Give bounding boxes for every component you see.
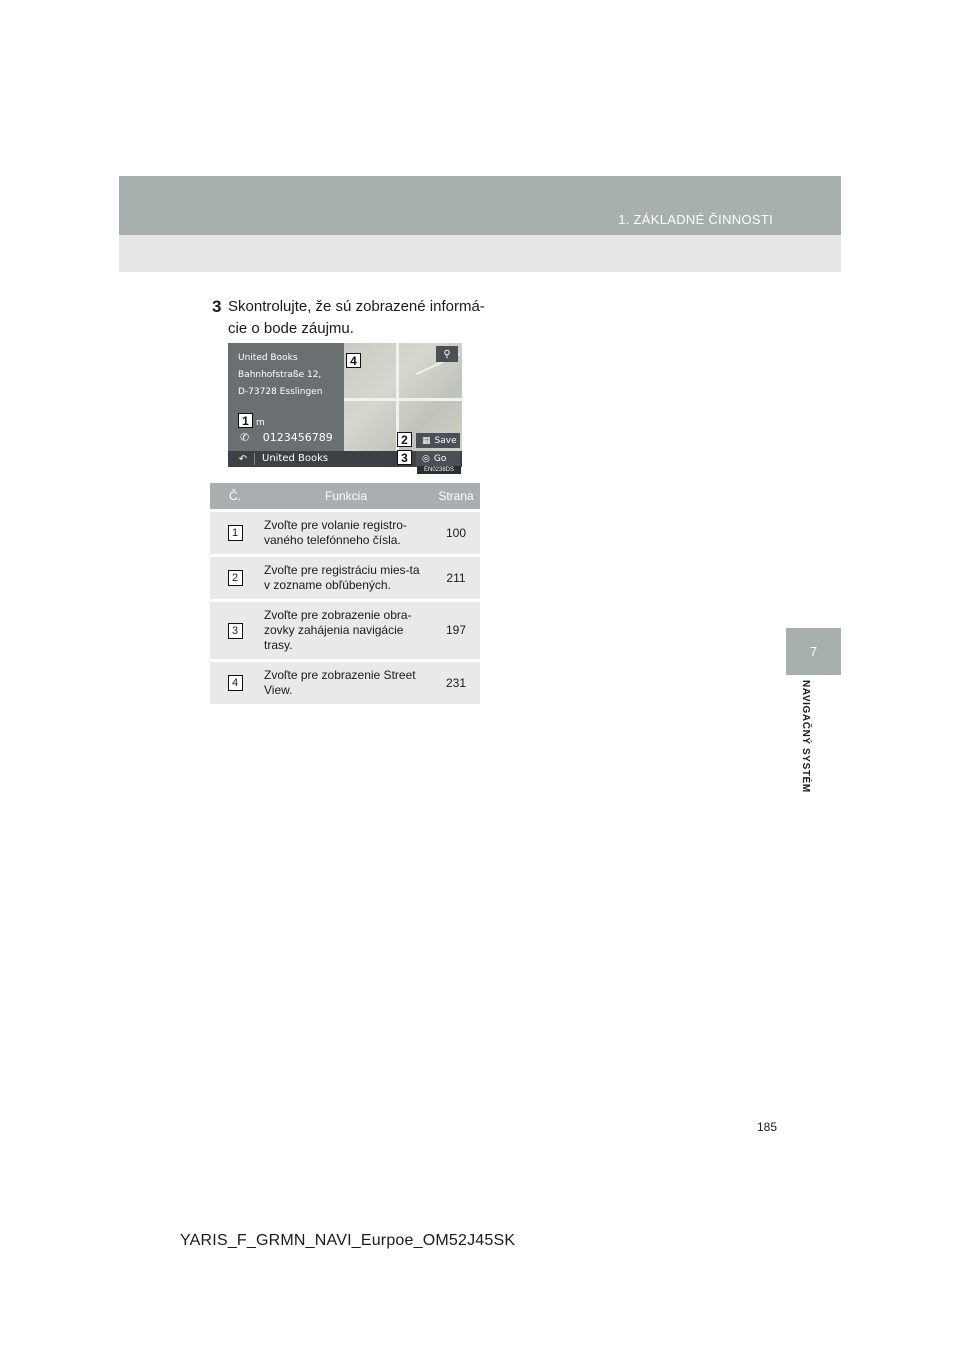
table-row xyxy=(210,511,480,556)
go-button[interactable] xyxy=(416,451,460,466)
save-label: Save xyxy=(434,435,457,446)
function-table xyxy=(210,483,480,704)
row-page: 211 xyxy=(432,556,480,601)
step-text: Skontrolujte, že sú zobrazené informá-cie o bode záujmu. xyxy=(228,298,485,337)
section-title: 1. ZÁKLADNÉ ČINNOSTI xyxy=(618,212,773,227)
row-number-box: 4 xyxy=(228,675,243,691)
phone-number-button[interactable] xyxy=(240,431,333,444)
row-number-box: 3 xyxy=(228,623,243,639)
search-button[interactable] xyxy=(436,346,458,362)
row-function: Zvoľte pre zobrazenie obra-zovky zahájenia navigácie trasy. xyxy=(260,601,432,661)
poi-name: United Books xyxy=(238,353,298,363)
go-icon: ◎ xyxy=(422,453,430,464)
header-function: Funkcia xyxy=(260,483,432,511)
header-page: Strana xyxy=(432,483,480,511)
navigation-screenshot xyxy=(228,343,462,467)
save-icon: ▦ xyxy=(422,435,431,446)
table-header-row xyxy=(210,483,480,511)
callout-4: 4 xyxy=(346,353,361,368)
step-instruction xyxy=(212,296,492,340)
chapter-number: 7 xyxy=(809,644,818,659)
chapter-tab xyxy=(786,628,841,675)
row-number-box: 2 xyxy=(228,570,243,586)
table-row xyxy=(210,601,480,661)
row-page: 231 xyxy=(432,661,480,705)
save-button[interactable] xyxy=(416,433,460,448)
header-subbar xyxy=(119,235,841,272)
row-page: 197 xyxy=(432,601,480,661)
callout-3: 3 xyxy=(397,450,412,465)
map-road xyxy=(344,398,462,401)
bottom-poi-name: United Books xyxy=(262,453,329,464)
distance-unit: m xyxy=(256,418,265,428)
document-code: YARIS_F_GRMN_NAVI_Eurpoe_OM52J45SK xyxy=(180,1232,516,1249)
chapter-label: NAVIGAČNÝ SYSTÉM xyxy=(800,680,811,793)
callout-1: 1 xyxy=(238,413,253,428)
row-page: 100 xyxy=(432,511,480,556)
table-row xyxy=(210,556,480,601)
callout-2: 2 xyxy=(397,432,412,447)
phone-number: 0123456789 xyxy=(262,431,333,444)
header-number: Č. xyxy=(210,483,260,511)
row-function: Zvoľte pre zobrazenie Street View. xyxy=(260,661,432,705)
image-code: EN0238DS xyxy=(417,466,461,474)
row-function: Zvoľte pre volanie registro-vaného telefónneho čísla. xyxy=(260,511,432,556)
go-label: Go xyxy=(433,453,447,464)
table-row xyxy=(210,661,480,705)
search-icon: ⚲ xyxy=(443,348,451,360)
step-number: 3 xyxy=(212,297,222,316)
poi-address-line2: D-73728 Esslingen xyxy=(238,387,323,397)
phone-icon: ✆ xyxy=(240,431,250,444)
row-function: Zvoľte pre registráciu mies-ta v zozname obľúbených. xyxy=(260,556,432,601)
page-number: 185 xyxy=(757,1120,778,1134)
back-arrow-icon: ↶ xyxy=(238,453,248,465)
back-button[interactable] xyxy=(232,453,255,465)
header-bar xyxy=(119,176,841,235)
row-number-box: 1 xyxy=(228,525,243,541)
poi-address-line1: Bahnhofstraße 12, xyxy=(238,370,322,380)
